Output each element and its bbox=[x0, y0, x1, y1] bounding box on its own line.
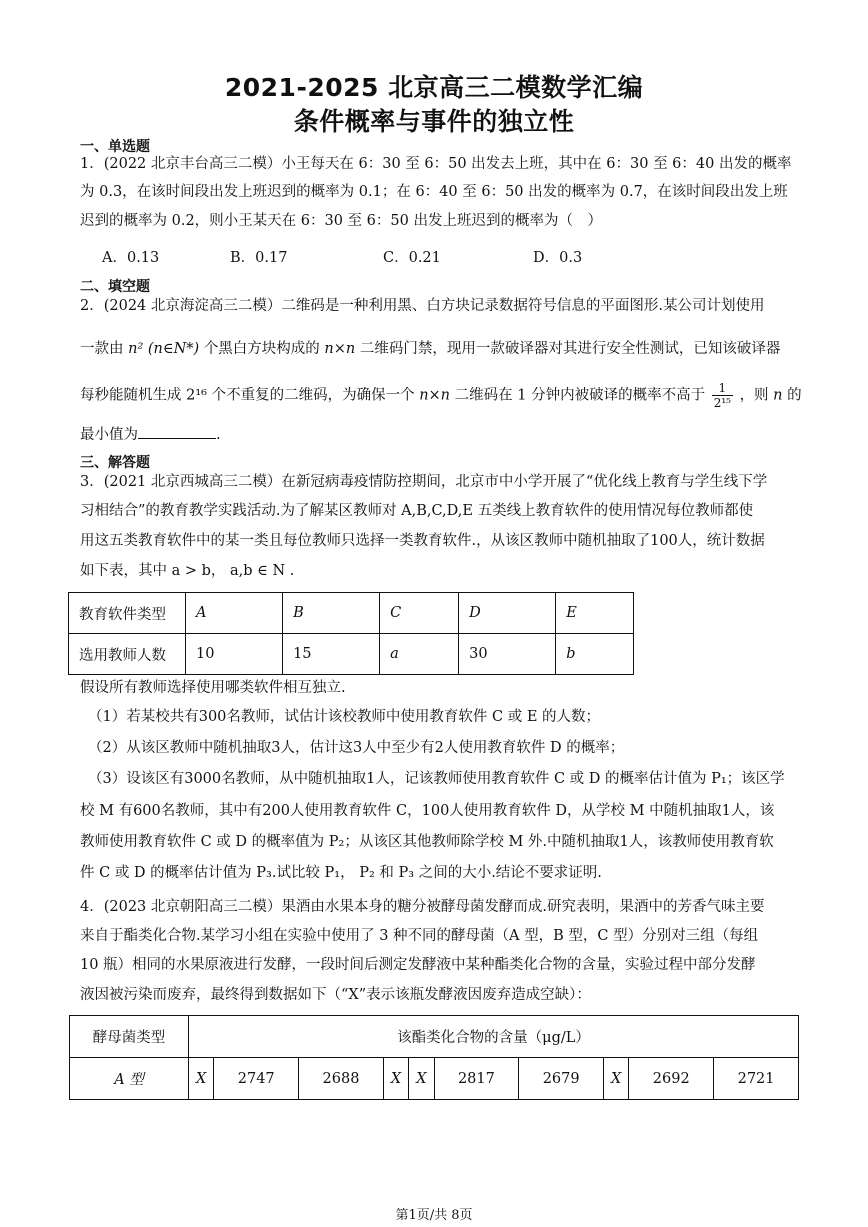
table-cell: b bbox=[556, 634, 634, 675]
table-row bbox=[70, 1058, 799, 1100]
table-header-cell: 该酯类化合物的含量（μg/L） bbox=[189, 1016, 799, 1058]
page-title: 2021-2025 北京高三二模数学汇编 bbox=[224, 73, 644, 102]
table-cell: 教育软件类型 bbox=[69, 593, 186, 634]
table-cell: a bbox=[380, 634, 459, 675]
question-text: 3．(2021 北京西城高三二模）在新冠病毒疫情防控期间，北京市中小学开展了“优化线上教育与学生线下学 bbox=[80, 474, 768, 490]
table-cell: E bbox=[556, 593, 634, 634]
table-cell: X bbox=[409, 1058, 434, 1100]
table-cell: 2721 bbox=[714, 1058, 799, 1100]
page-footer: 第1页/共 8页 bbox=[395, 1208, 473, 1223]
section-heading: 二、填空题 bbox=[80, 279, 150, 295]
table-cell: X bbox=[189, 1058, 214, 1100]
question-part: 件 C 或 D 的概率估计值为 P₃.试比较 P₁， P₂ 和 P₃ 之间的大小.结论不要求证明. bbox=[80, 865, 602, 881]
table-cell: 2688 bbox=[299, 1058, 384, 1100]
table-cell: 15 bbox=[283, 634, 380, 675]
table-cell: 2692 bbox=[629, 1058, 714, 1100]
table-row bbox=[69, 593, 634, 634]
table-cell: A 型 bbox=[70, 1058, 189, 1100]
question-part: 教师使用教育软件 C 或 D 的概率值为 P₂；从该区其他教师除学校 M 外.中随机抽取1人，该教师使用教育软 bbox=[80, 834, 774, 850]
table-cell: 10 bbox=[186, 634, 283, 675]
table-cell: X bbox=[383, 1058, 408, 1100]
question-text: 4．(2023 北京朝阳高三二模）果酒由水果本身的糖分被酵母菌发酵而成.研究表明，果酒中的芳香气味主要 bbox=[80, 899, 765, 915]
data-table bbox=[69, 1015, 799, 1100]
fraction: $\frac{1}{\text{2¹⁵}}$ bbox=[713, 381, 731, 410]
table-cell: 2747 bbox=[214, 1058, 299, 1100]
answer-blank bbox=[138, 424, 216, 439]
table-row bbox=[70, 1016, 799, 1058]
question-text: 2．(2024 北京海淀高三二模）二维码是一种利用黑、白方块记录数据符号信息的平面图形.某公司计划使用 bbox=[80, 298, 765, 314]
table-header-cell: 酵母菌类型 bbox=[70, 1016, 189, 1058]
table-cell: 2679 bbox=[519, 1058, 604, 1100]
option-d: D．0.3 bbox=[533, 250, 583, 266]
question-text: 用这五类教育软件中的某一类且每位教师只选择一类教育软件.，从该区教师中随机抽取了100人，统计数据 bbox=[80, 533, 765, 549]
table-cell: A bbox=[186, 593, 283, 634]
question-text: 迟到的概率为 0.2，则小王某天在 6：30 至 6：50 出发上班迟到的概率为（ ） bbox=[80, 213, 602, 229]
question-text: 习相结合”的教育教学实践活动.为了解某区教师对 A,B,C,D,E 五类线上教育软件的使用情况每位教师都使 bbox=[80, 503, 754, 519]
question-text: 最小值为 . bbox=[80, 424, 792, 445]
question-text: 1．(2022 北京丰台高三二模）小王每天在 6：30 至 6：50 出发去上班，其中在 6：30 至 6：40 出发的概率 bbox=[80, 156, 792, 172]
table-cell: 选用教师人数 bbox=[69, 634, 186, 675]
option-b: B．0.17 bbox=[230, 250, 288, 266]
question-text: 为 0.3，在该时间段出发上班迟到的概率为 0.1；在 6：40 至 6：50 出发的概率为 0.7，在该时间段出发上班 bbox=[80, 184, 788, 200]
question-text: 液因被污染而废弃，最终得到数据如下（“X”表示该瓶发酵液因废弃造成空缺）： bbox=[80, 987, 591, 1003]
page-subtitle: 条件概率与事件的独立性 bbox=[293, 107, 575, 136]
table-cell: D bbox=[459, 593, 556, 634]
question-text: 如下表，其中 a > b， a,b ∈ N . bbox=[80, 563, 295, 579]
table-cell: C bbox=[380, 593, 459, 634]
option-c: C．0.21 bbox=[383, 250, 441, 266]
question-text: 假设所有教师选择使用哪类软件相互独立. bbox=[80, 680, 346, 696]
option-a: A．0.13 bbox=[102, 250, 160, 266]
question-text: 一款由 n² (n∈N*) 个黑白方块构成的 n×n 二维码门禁，现用一款破译器对其进行安全性测试，已知该破译器 bbox=[80, 341, 781, 357]
data-table bbox=[68, 592, 634, 675]
table-cell: X bbox=[604, 1058, 629, 1100]
question-part: （2）从该区教师中随机抽取3人，估计这3人中至少有2人使用教育软件 D 的概率； bbox=[88, 740, 625, 756]
question-part: 校 M 有600名教师，其中有200人使用教育软件 C，100人使用教育软件 D，从学校 M 中随机抽取1人，该 bbox=[80, 803, 775, 819]
table-cell: 30 bbox=[459, 634, 556, 675]
question-text: 来自于酯类化合物.某学习小组在实验中使用了 3 种不同的酵母菌（A 型，B 型，C 型）分别对三组（每组 bbox=[80, 928, 759, 944]
question-text: 10 瓶）相同的水果原液进行发酵，一段时间后测定发酵液中某种酯类化合物的含量，实验过程中部分发酵 bbox=[80, 957, 756, 973]
section-heading: 一、单选题 bbox=[80, 139, 150, 155]
question-part: （3）设该区有3000名教师，从中随机抽取1人，记该教师使用教育软件 C 或 D 的概率估计值为 P₁；该区学 bbox=[88, 771, 785, 787]
question-part: （1）若某校共有300名教师，试估计该校教师中使用教育软件 C 或 E 的人数； bbox=[88, 709, 601, 725]
section-heading: 三、解答题 bbox=[80, 455, 150, 471]
table-cell: B bbox=[283, 593, 380, 634]
table-cell: 2817 bbox=[434, 1058, 519, 1100]
table-row bbox=[69, 634, 634, 675]
question-text: 每秒能随机生成 2¹⁶ 个不重复的二维码，为确保一个 n×n 二维码在 1 分钟内被破译的概率不高于 $\frac{1}{\text{2¹⁵}}$ ，则 n 的 bbox=[80, 381, 802, 410]
